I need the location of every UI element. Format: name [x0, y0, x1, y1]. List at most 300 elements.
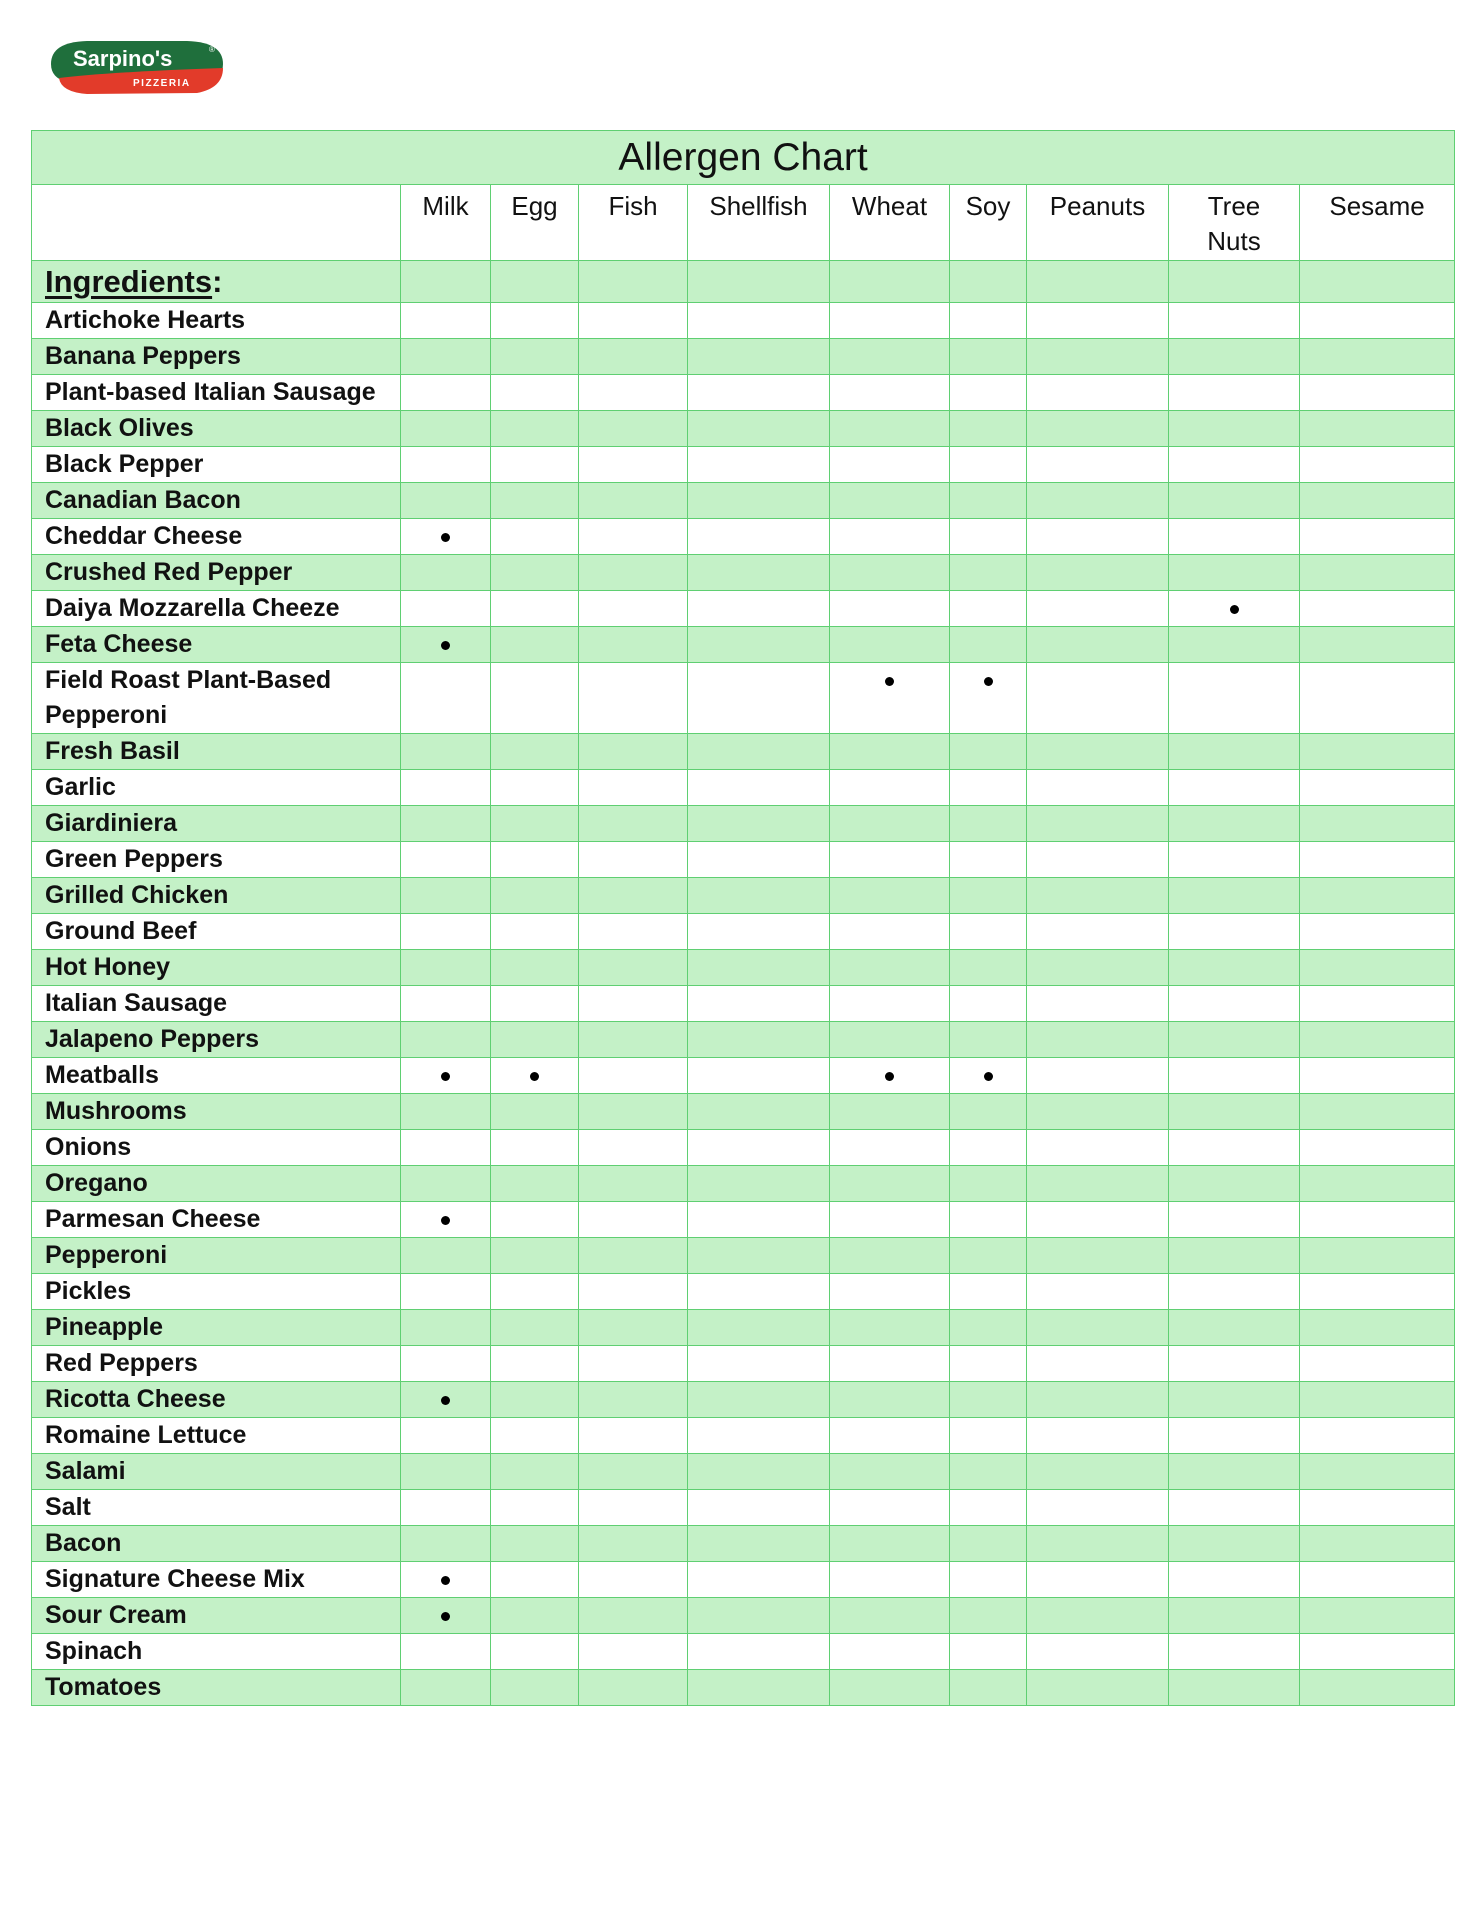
allergen-cell: [830, 339, 950, 375]
allergen-cell: [688, 519, 830, 555]
allergen-cell: [579, 950, 688, 986]
allergen-cell: [1300, 1094, 1455, 1130]
ingredient-row: [32, 1418, 1455, 1454]
allergen-cell: [688, 1634, 830, 1670]
ingredient-row: [32, 1238, 1455, 1274]
allergen-cell: [401, 1022, 491, 1058]
section-empty-cell: [830, 261, 950, 303]
allergen-cell: [830, 663, 950, 734]
allergen-cell: [1169, 1202, 1300, 1238]
allergen-cell: [688, 842, 830, 878]
allergen-cell: [1300, 1130, 1455, 1166]
allergen-cell: [830, 1130, 950, 1166]
allergen-cell: [1169, 878, 1300, 914]
logo-brand-text: Sarpino's: [73, 46, 173, 71]
allergen-cell: [491, 734, 579, 770]
allergen-cell: [1169, 1382, 1300, 1418]
allergen-cell: [401, 1094, 491, 1130]
allergen-cell: [1169, 375, 1300, 411]
allergen-cell: [830, 1454, 950, 1490]
allergen-cell: [1027, 1598, 1169, 1634]
allergen-cell: [491, 303, 579, 339]
allergen-cell: [491, 1526, 579, 1562]
section-empty-cell: [401, 261, 491, 303]
allergen-cell: [1027, 1562, 1169, 1598]
ingredient-row: [32, 447, 1455, 483]
allergen-cell: [688, 1562, 830, 1598]
allergen-cell: [830, 1634, 950, 1670]
allergen-cell: [491, 1058, 579, 1094]
ingredient-name: Crushed Red Pepper: [32, 555, 401, 591]
allergen-cell: [688, 950, 830, 986]
allergen-cell: [830, 411, 950, 447]
allergen-cell: [401, 1274, 491, 1310]
allergen-cell: [950, 483, 1027, 519]
allergen-cell: [491, 1238, 579, 1274]
allergen-cell: [688, 627, 830, 663]
allergen-cell: [1169, 1238, 1300, 1274]
allergen-cell: [401, 303, 491, 339]
allergen-cell: [401, 842, 491, 878]
allergen-cell: [1300, 1346, 1455, 1382]
allergen-cell: [1027, 1094, 1169, 1130]
allergen-cell: [688, 806, 830, 842]
allergen-cell: [579, 1022, 688, 1058]
allergen-cell: [491, 1670, 579, 1706]
allergen-cell: [950, 447, 1027, 483]
allergen-cell: [1027, 411, 1169, 447]
ingredients-section-heading: Ingredients:: [32, 261, 401, 303]
allergen-cell: [950, 806, 1027, 842]
allergen-cell: [1027, 914, 1169, 950]
allergen-cell: [1027, 1310, 1169, 1346]
allergen-cell: [830, 1382, 950, 1418]
allergen-cell: [950, 1310, 1027, 1346]
allergen-header-tree-nuts: Tree Nuts: [1169, 185, 1300, 261]
allergen-header-egg: Egg: [491, 185, 579, 261]
header-blank-cell: [32, 185, 401, 261]
allergen-cell: [1027, 1058, 1169, 1094]
ingredient-row: [32, 1598, 1455, 1634]
allergen-cell: [401, 483, 491, 519]
allergen-cell: [1027, 1670, 1169, 1706]
section-empty-cell: [1027, 261, 1169, 303]
ingredient-name: Black Pepper: [32, 447, 401, 483]
allergen-cell: [401, 447, 491, 483]
ingredient-name: Artichoke Hearts: [32, 303, 401, 339]
allergen-header-fish: Fish: [579, 185, 688, 261]
section-empty-cell: [1300, 261, 1455, 303]
ingredient-row: [32, 1058, 1455, 1094]
allergen-cell: [401, 1058, 491, 1094]
allergen-cell: [401, 1238, 491, 1274]
ingredient-name: Canadian Bacon: [32, 483, 401, 519]
allergen-cell: [491, 1454, 579, 1490]
allergen-cell: [950, 1022, 1027, 1058]
ingredient-row: [32, 1454, 1455, 1490]
allergen-cell: [491, 1346, 579, 1382]
allergen-cell: [1300, 555, 1455, 591]
allergen-cell: [950, 770, 1027, 806]
sarpinos-logo: [47, 38, 227, 96]
chart-title-row: [32, 131, 1455, 185]
allergen-cell: [1169, 1418, 1300, 1454]
allergen-cell: [950, 1562, 1027, 1598]
ingredient-name: Pineapple: [32, 1310, 401, 1346]
allergen-cell: [1027, 1202, 1169, 1238]
allergen-cell: [579, 1238, 688, 1274]
allergen-cell: [830, 878, 950, 914]
allergen-cell: [1300, 1058, 1455, 1094]
section-empty-cell: [950, 261, 1027, 303]
allergen-cell: [401, 734, 491, 770]
allergen-cell: [491, 1634, 579, 1670]
allergen-cell: [579, 303, 688, 339]
ingredient-row: [32, 1670, 1455, 1706]
allergen-cell: [1169, 734, 1300, 770]
allergen-cell: [579, 1670, 688, 1706]
allergen-cell: [491, 339, 579, 375]
allergen-cell: [950, 519, 1027, 555]
allergen-cell: [1300, 1238, 1455, 1274]
ingredient-name: Mushrooms: [32, 1094, 401, 1130]
allergen-cell: [830, 1490, 950, 1526]
allergen-cell: [579, 375, 688, 411]
allergen-cell: [1169, 1454, 1300, 1490]
allergen-cell: [579, 878, 688, 914]
allergen-cell: [830, 842, 950, 878]
allergen-cell: [579, 1634, 688, 1670]
allergen-cell: [830, 447, 950, 483]
allergen-cell: [1300, 627, 1455, 663]
allergen-cell: [1169, 447, 1300, 483]
allergen-cell: [1169, 1274, 1300, 1310]
allergen-cell: [491, 770, 579, 806]
ingredient-row: [32, 1202, 1455, 1238]
allergen-cell: [1169, 950, 1300, 986]
allergen-cell: [1300, 447, 1455, 483]
allergen-cell: [491, 1274, 579, 1310]
allergen-cell: [401, 914, 491, 950]
ingredient-name: Oregano: [32, 1166, 401, 1202]
allergen-present-dot: [441, 641, 450, 650]
allergen-cell: [579, 986, 688, 1022]
allergen-cell: [1169, 806, 1300, 842]
allergen-cell: [491, 1310, 579, 1346]
allergen-cell: [579, 806, 688, 842]
allergen-cell: [491, 1562, 579, 1598]
ingredient-row: [32, 663, 1455, 734]
allergen-present-dot: [441, 1216, 450, 1225]
allergen-cell: [1300, 1382, 1455, 1418]
allergen-cell: [830, 770, 950, 806]
allergen-cell: [1300, 375, 1455, 411]
allergen-cell: [950, 1382, 1027, 1418]
allergen-present-dot: [441, 1396, 450, 1405]
allergen-cell: [950, 627, 1027, 663]
ingredient-name: Parmesan Cheese: [32, 1202, 401, 1238]
allergen-cell: [1169, 770, 1300, 806]
allergen-cell: [688, 1670, 830, 1706]
allergen-cell: [1300, 1274, 1455, 1310]
ingredient-row: [32, 1022, 1455, 1058]
ingredient-name: Onions: [32, 1130, 401, 1166]
allergen-cell: [1300, 986, 1455, 1022]
allergen-cell: [579, 1526, 688, 1562]
allergen-cell: [830, 1058, 950, 1094]
allergen-cell: [830, 1526, 950, 1562]
allergen-cell: [1027, 1166, 1169, 1202]
allergen-cell: [1300, 1310, 1455, 1346]
allergen-present-dot: [1230, 605, 1239, 614]
allergen-cell: [688, 1202, 830, 1238]
allergen-cell: [950, 591, 1027, 627]
allergen-cell: [950, 1166, 1027, 1202]
allergen-cell: [688, 1454, 830, 1490]
ingredient-name: Pepperoni: [32, 1238, 401, 1274]
ingredient-name: Italian Sausage: [32, 986, 401, 1022]
allergen-cell: [401, 375, 491, 411]
ingredient-row: [32, 986, 1455, 1022]
allergen-cell: [1169, 1130, 1300, 1166]
allergen-cell: [950, 1274, 1027, 1310]
allergen-cell: [1027, 663, 1169, 734]
allergen-present-dot: [441, 1612, 450, 1621]
allergen-cell: [1169, 411, 1300, 447]
allergen-present-dot: [984, 677, 993, 686]
allergen-cell: [1169, 1562, 1300, 1598]
allergen-cell: [1300, 950, 1455, 986]
allergen-cell: [1027, 842, 1169, 878]
allergen-cell: [491, 986, 579, 1022]
logo-subtitle-text: PIZZERIA: [133, 78, 191, 89]
allergen-cell: [491, 375, 579, 411]
allergen-cell: [830, 1274, 950, 1310]
allergen-cell: [491, 914, 579, 950]
allergen-cell: [830, 1094, 950, 1130]
allergen-cell: [950, 950, 1027, 986]
logo-registered-mark: ®: [209, 45, 215, 54]
allergen-cell: [688, 1274, 830, 1310]
ingredients-label: Ingredients: [45, 263, 213, 299]
allergen-header-peanuts: Peanuts: [1027, 185, 1169, 261]
allergen-cell: [1169, 1310, 1300, 1346]
allergen-cell: [401, 986, 491, 1022]
allergen-cell: [579, 770, 688, 806]
ingredient-name: Sour Cream: [32, 1598, 401, 1634]
allergen-cell: [491, 627, 579, 663]
ingredient-row: [32, 1274, 1455, 1310]
allergen-cell: [688, 878, 830, 914]
allergen-cell: [401, 950, 491, 986]
allergen-cell: [401, 1382, 491, 1418]
ingredient-name: Meatballs: [32, 1058, 401, 1094]
ingredient-row: [32, 1562, 1455, 1598]
allergen-cell: [1300, 914, 1455, 950]
ingredient-name: Bacon: [32, 1526, 401, 1562]
allergen-cell: [688, 1598, 830, 1634]
allergen-cell: [1300, 1562, 1455, 1598]
allergen-cell: [688, 1490, 830, 1526]
allergen-cell: [579, 483, 688, 519]
allergen-cell: [491, 1202, 579, 1238]
ingredient-row: [32, 303, 1455, 339]
ingredient-name: Hot Honey: [32, 950, 401, 986]
ingredient-name: Spinach: [32, 1634, 401, 1670]
allergen-cell: [830, 806, 950, 842]
allergen-cell: [688, 1310, 830, 1346]
ingredient-row: [32, 806, 1455, 842]
ingredient-name: Garlic: [32, 770, 401, 806]
allergen-cell: [1300, 303, 1455, 339]
ingredient-row: [32, 627, 1455, 663]
allergen-cell: [579, 1310, 688, 1346]
ingredient-name: Black Olives: [32, 411, 401, 447]
allergen-cell: [1300, 1454, 1455, 1490]
allergen-cell: [401, 627, 491, 663]
allergen-cell: [830, 1670, 950, 1706]
allergen-cell: [950, 1346, 1027, 1382]
allergen-cell: [688, 1058, 830, 1094]
allergen-cell: [1300, 878, 1455, 914]
ingredient-row: [32, 1526, 1455, 1562]
allergen-cell: [688, 591, 830, 627]
ingredient-name: Ricotta Cheese: [32, 1382, 401, 1418]
ingredient-name: Green Peppers: [32, 842, 401, 878]
allergen-cell: [688, 555, 830, 591]
allergen-cell: [688, 1094, 830, 1130]
allergen-cell: [491, 1166, 579, 1202]
ingredients-section-row: [32, 261, 1455, 303]
allergen-cell: [579, 663, 688, 734]
allergen-cell: [1300, 591, 1455, 627]
ingredient-row: [32, 842, 1455, 878]
allergen-cell: [579, 1058, 688, 1094]
allergen-cell: [401, 1562, 491, 1598]
allergen-cell: [1169, 555, 1300, 591]
allergen-cell: [1300, 411, 1455, 447]
allergen-cell: [491, 950, 579, 986]
allergen-cell: [1027, 1418, 1169, 1454]
ingredient-row: [32, 1346, 1455, 1382]
allergen-cell: [579, 1418, 688, 1454]
allergen-cell: [688, 1166, 830, 1202]
allergen-cell: [1169, 1094, 1300, 1130]
allergen-cell: [1169, 914, 1300, 950]
allergen-cell: [579, 734, 688, 770]
allergen-cell: [1027, 555, 1169, 591]
allergen-cell: [401, 1670, 491, 1706]
allergen-cell: [491, 806, 579, 842]
ingredient-row: [32, 914, 1455, 950]
allergen-cell: [491, 663, 579, 734]
allergen-cell: [1169, 1490, 1300, 1526]
allergen-cell: [950, 878, 1027, 914]
allergen-cell: [1169, 1166, 1300, 1202]
allergen-cell: [1300, 1526, 1455, 1562]
allergen-cell: [830, 734, 950, 770]
ingredient-name: Red Peppers: [32, 1346, 401, 1382]
allergen-cell: [1300, 806, 1455, 842]
allergen-cell: [1027, 1022, 1169, 1058]
allergen-cell: [950, 1238, 1027, 1274]
ingredient-row: [32, 375, 1455, 411]
ingredient-name: Plant-based Italian Sausage: [32, 375, 401, 411]
allergen-cell: [1027, 986, 1169, 1022]
ingredient-name: Fresh Basil: [32, 734, 401, 770]
section-empty-cell: [579, 261, 688, 303]
ingredient-row: [32, 1094, 1455, 1130]
allergen-cell: [688, 339, 830, 375]
allergen-cell: [950, 1634, 1027, 1670]
allergen-cell: [491, 1418, 579, 1454]
allergen-cell: [950, 914, 1027, 950]
allergen-cell: [950, 303, 1027, 339]
allergen-cell: [688, 375, 830, 411]
ingredient-name: Signature Cheese Mix: [32, 1562, 401, 1598]
allergen-cell: [1027, 1274, 1169, 1310]
allergen-cell: [491, 1094, 579, 1130]
ingredient-row: [32, 950, 1455, 986]
ingredient-row: [32, 1310, 1455, 1346]
ingredient-row: [32, 483, 1455, 519]
allergen-cell: [830, 1346, 950, 1382]
allergen-cell: [1169, 627, 1300, 663]
allergen-cell: [491, 519, 579, 555]
ingredient-name: Jalapeno Peppers: [32, 1022, 401, 1058]
allergen-cell: [688, 914, 830, 950]
allergen-cell: [401, 1598, 491, 1634]
allergen-cell: [830, 1310, 950, 1346]
allergen-cell: [1300, 1202, 1455, 1238]
allergen-cell: [1027, 1382, 1169, 1418]
allergen-cell: [950, 1598, 1027, 1634]
allergen-present-dot: [441, 533, 450, 542]
section-empty-cell: [1169, 261, 1300, 303]
ingredient-name: Daiya Mozzarella Cheeze: [32, 591, 401, 627]
allergen-cell: [1169, 663, 1300, 734]
allergen-cell: [1169, 1598, 1300, 1634]
ingredient-name: Salami: [32, 1454, 401, 1490]
ingredient-row: [32, 878, 1455, 914]
allergen-cell: [1300, 1598, 1455, 1634]
allergen-cell: [830, 1166, 950, 1202]
allergen-cell: [579, 1346, 688, 1382]
allergen-cell: [401, 878, 491, 914]
allergen-cell: [401, 339, 491, 375]
allergen-cell: [950, 375, 1027, 411]
allergen-header-shellfish: Shellfish: [688, 185, 830, 261]
allergen-cell: [830, 555, 950, 591]
allergen-cell: [1027, 806, 1169, 842]
allergen-cell: [950, 1094, 1027, 1130]
allergen-cell: [401, 1346, 491, 1382]
allergen-cell: [579, 1454, 688, 1490]
allergen-cell: [1169, 1022, 1300, 1058]
allergen-cell: [579, 1274, 688, 1310]
ingredient-row: [32, 519, 1455, 555]
allergen-cell: [950, 1670, 1027, 1706]
ingredient-row: [32, 591, 1455, 627]
allergen-cell: [1027, 447, 1169, 483]
allergen-cell: [1027, 1454, 1169, 1490]
allergen-cell: [491, 1598, 579, 1634]
allergen-cell: [950, 1418, 1027, 1454]
ingredient-name: Feta Cheese: [32, 627, 401, 663]
allergen-cell: [1300, 1490, 1455, 1526]
allergen-cell: [950, 555, 1027, 591]
allergen-cell: [830, 1022, 950, 1058]
